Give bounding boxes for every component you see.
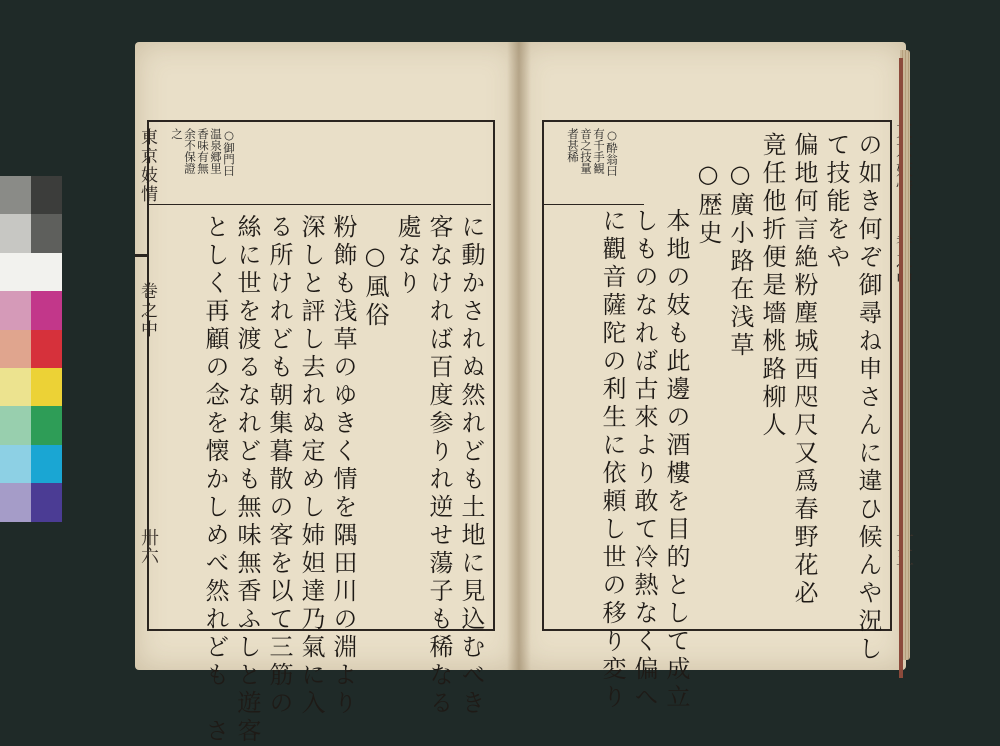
- checker-swatch: [0, 330, 31, 368]
- headnote-column: 有千手観: [592, 128, 606, 174]
- text-column: 深しと評し去れぬ定めし姉妲達乃氣に入: [297, 214, 325, 718]
- checker-swatch: [31, 214, 62, 252]
- checker-swatch: [31, 368, 62, 406]
- checker-swatch: [0, 291, 31, 329]
- checker-swatch: [31, 406, 62, 444]
- checker-swatch: [0, 176, 31, 214]
- text-column: ○風俗: [361, 214, 389, 330]
- headnote-column: 音之技量: [579, 128, 593, 174]
- headnote-column: 之: [170, 128, 184, 140]
- checker-swatch: [31, 445, 62, 483]
- text-column: 處なり: [393, 214, 421, 298]
- text-column: に動かされぬ然れども土地に見込むべき: [457, 214, 485, 718]
- text-column: て技能をや: [822, 132, 850, 272]
- checker-swatch: [0, 483, 31, 521]
- headnote-column: ○酔翁曰: [605, 128, 619, 177]
- left-title-rule: [135, 254, 147, 257]
- checker-swatch: [31, 176, 62, 214]
- checker-swatch: [0, 406, 31, 444]
- text-column: ○歴史: [694, 132, 722, 248]
- left-folio: 卅六: [138, 528, 159, 564]
- left-volume-label: 巻之中: [137, 282, 157, 339]
- headnote-column: 香味有無: [196, 128, 210, 174]
- spine-edge-mark: [899, 58, 903, 678]
- checker-swatch: [31, 330, 62, 368]
- checker-swatch: [31, 483, 62, 521]
- headnote-column: 温泉郷里: [209, 128, 223, 174]
- left-headnote: [155, 128, 235, 198]
- headnote-column: 者甚稀: [566, 128, 580, 163]
- left-headnote-rule: [149, 204, 491, 205]
- checker-swatch: [0, 445, 31, 483]
- text-column: 偏地何言絶粉塵城西咫尺又爲春野花必: [790, 132, 818, 608]
- headnote-column: ○御門曰: [222, 128, 236, 177]
- text-column: ○廣小路在浅草: [726, 132, 754, 360]
- book-gutter: [507, 42, 531, 670]
- text-column: 絲に世を渡るなれども無味無香ふしと遊客: [233, 214, 261, 746]
- text-column: る所けれども朝集暮散の客を以て三筋の: [265, 214, 293, 718]
- left-running-title: 東京妓情: [137, 128, 157, 204]
- color-checker-strip: [0, 176, 62, 522]
- text-column: に觀音薩陀の利生に依頼し世の移り変り: [598, 208, 626, 712]
- left-page: [135, 42, 518, 746]
- headnote-column: 余不保證: [183, 128, 197, 174]
- checker-swatch: [0, 253, 31, 291]
- text-column: 客なければ百度参りれ逆せ蕩子も稀なる: [425, 214, 453, 718]
- text-column: 粉飾も浅草のゆきく情を隅田川の淵より: [329, 214, 357, 718]
- checker-swatch: [31, 253, 62, 291]
- right-text-columns: [552, 132, 884, 712]
- checker-swatch: [0, 368, 31, 406]
- text-column: 竟任他折便是墻桃路柳人: [758, 132, 786, 440]
- checker-swatch: [31, 291, 62, 329]
- text-column: としく再顧の念を懐かしめべ然れども さ: [201, 214, 229, 746]
- right-page: [518, 42, 906, 712]
- open-book: [135, 38, 910, 746]
- checker-swatch: [0, 214, 31, 252]
- text-column: しものなれば古來より敢て冷熱なく偏へ: [630, 208, 658, 712]
- left-text-columns: [157, 214, 487, 746]
- text-column: の如き何ぞ御尋ね申さんに違ひ候んや況し: [854, 132, 882, 664]
- text-column: 本地の妓も此邊の酒樓を目的として成立: [662, 208, 690, 712]
